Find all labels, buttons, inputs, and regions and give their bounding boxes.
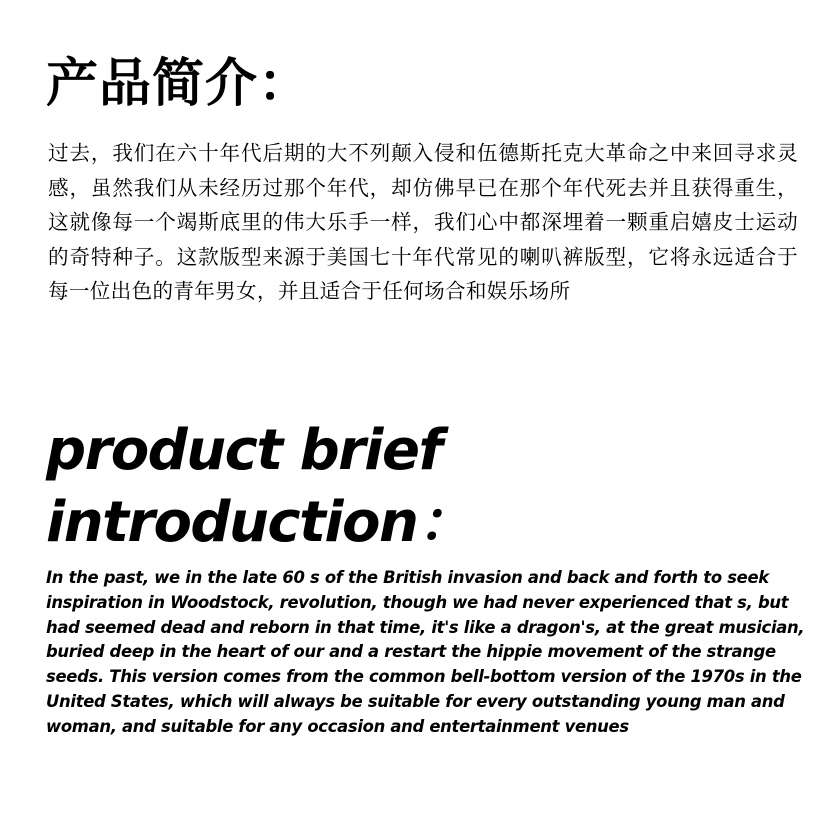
chinese-heading: 产品简介： (46, 54, 312, 114)
english-heading-line-1: product brief (46, 418, 442, 483)
english-description: In the past, we in the late 60 s of the British invasion and back and forth to seek inspiration in Woodstock, revolution, though we had never experienced that s, but had seemed dead and reborn in that time, it's like a dragon's, at the great musician, buried deep in the heart of our and a restart the hippie movement of the strange seeds. This version comes from the common bell-bottom version of the 1970s in the United States, which will always be suitable for every outstanding young man and woman, and suitable for any occasion and entertainment venues (46, 568, 805, 736)
english-heading-line-2: introduction： (46, 490, 472, 555)
english-heading (46, 415, 472, 559)
chinese-description: 过去，我们在六十年代后期的大不列颠入侵和伍德斯托克大革命之中来回寻求灵感，虽然我们从未经历过那个年代，却仿佛早已在那个年代死去并且获得重生，这就像每一个竭斯底里的伟大乐手一样，我们心中都深埋着一颗重启嬉皮士运动的奇特种子。这款版型来源于美国七十年代常见的喇叭裤版型，它将永远适合于每一位出色的青年男女，并且适合于任何场合和娱乐场所 (48, 141, 798, 303)
